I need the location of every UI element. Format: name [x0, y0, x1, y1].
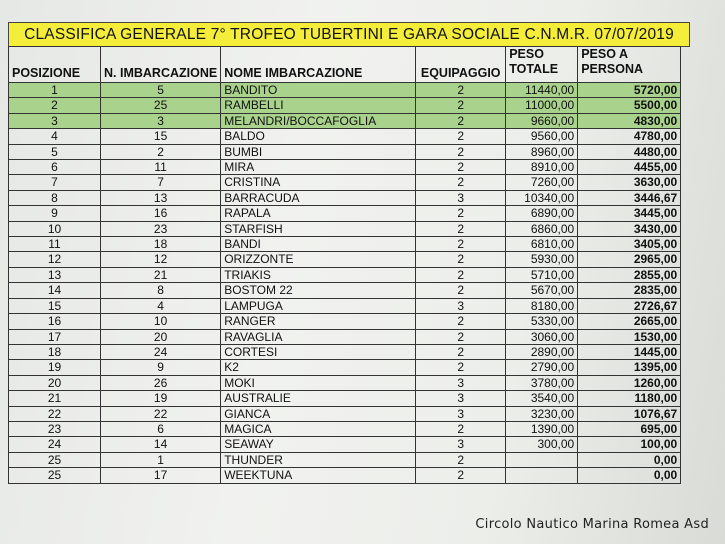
cell-n-imbarcazione: 25 — [101, 98, 221, 113]
table-row — [9, 283, 681, 298]
cell-n-imbarcazione: 23 — [101, 221, 221, 236]
cell-equipaggio: 2 — [416, 144, 506, 159]
cell-posizione: 17 — [9, 329, 101, 344]
cell-nome-imbarcazione: BARRACUDA — [221, 190, 416, 205]
cell-peso-totale: 5710,00 — [506, 267, 578, 282]
cell-peso-totale: 3230,00 — [506, 406, 578, 421]
cell-posizione: 15 — [9, 298, 101, 313]
cell-n-imbarcazione: 9 — [101, 360, 221, 375]
cell-equipaggio: 2 — [416, 344, 506, 359]
cell-n-imbarcazione: 4 — [101, 298, 221, 313]
cell-equipaggio: 2 — [416, 206, 506, 221]
table-row — [9, 329, 681, 344]
cell-nome-imbarcazione: STARFISH — [221, 221, 416, 236]
cell-peso-totale — [506, 468, 578, 483]
cell-n-imbarcazione: 26 — [101, 375, 221, 390]
cell-peso-persona: 1076,67 — [578, 406, 681, 421]
cell-peso-totale: 7260,00 — [506, 175, 578, 190]
cell-peso-totale: 2790,00 — [506, 360, 578, 375]
table-row — [9, 437, 681, 452]
cell-posizione: 8 — [9, 190, 101, 205]
cell-peso-totale: 2890,00 — [506, 344, 578, 359]
table-row — [9, 452, 681, 467]
cell-n-imbarcazione: 17 — [101, 468, 221, 483]
header-peso-persona-line2: PERSONA — [581, 62, 644, 76]
cell-nome-imbarcazione: WEEKTUNA — [221, 468, 416, 483]
table-row — [9, 160, 681, 175]
cell-peso-totale: 5330,00 — [506, 314, 578, 329]
table-row — [9, 298, 681, 313]
cell-nome-imbarcazione: GIANCA — [221, 406, 416, 421]
cell-posizione: 9 — [9, 206, 101, 221]
cell-peso-persona: 1180,00 — [578, 391, 681, 406]
cell-nome-imbarcazione: BOSTOM 22 — [221, 283, 416, 298]
table-row — [9, 237, 681, 252]
cell-nome-imbarcazione: SEAWAY — [221, 437, 416, 452]
cell-peso-persona: 5720,00 — [578, 83, 681, 98]
cell-n-imbarcazione: 14 — [101, 437, 221, 452]
cell-nome-imbarcazione: MAGICA — [221, 421, 416, 436]
table-row — [9, 344, 681, 359]
cell-peso-totale: 6860,00 — [506, 221, 578, 236]
cell-n-imbarcazione: 10 — [101, 314, 221, 329]
cell-peso-persona: 1445,00 — [578, 344, 681, 359]
table-row — [9, 375, 681, 390]
cell-nome-imbarcazione: RAMBELLI — [221, 98, 416, 113]
table-row — [9, 98, 681, 113]
table-row — [9, 267, 681, 282]
cell-peso-totale: 6890,00 — [506, 206, 578, 221]
table-row — [9, 144, 681, 159]
cell-equipaggio: 2 — [416, 452, 506, 467]
cell-n-imbarcazione: 24 — [101, 344, 221, 359]
cell-peso-persona: 1260,00 — [578, 375, 681, 390]
cell-peso-persona: 3430,00 — [578, 221, 681, 236]
cell-equipaggio: 2 — [416, 283, 506, 298]
cell-peso-totale: 9560,00 — [506, 129, 578, 144]
cell-peso-persona: 3630,00 — [578, 175, 681, 190]
cell-posizione: 22 — [9, 406, 101, 421]
cell-peso-totale: 1390,00 — [506, 421, 578, 436]
cell-nome-imbarcazione: MELANDRI/BOCCAFOGLIA — [221, 113, 416, 128]
cell-peso-totale: 9660,00 — [506, 113, 578, 128]
cell-equipaggio: 2 — [416, 314, 506, 329]
cell-nome-imbarcazione: BANDITO — [221, 83, 416, 98]
cell-nome-imbarcazione: BUMBI — [221, 144, 416, 159]
cell-peso-totale — [506, 452, 578, 467]
cell-n-imbarcazione: 8 — [101, 283, 221, 298]
table-row — [9, 221, 681, 236]
cell-nome-imbarcazione: LAMPUGA — [221, 298, 416, 313]
cell-equipaggio: 2 — [416, 252, 506, 267]
cell-posizione: 4 — [9, 129, 101, 144]
cell-peso-totale: 6810,00 — [506, 237, 578, 252]
cell-peso-persona: 3445,00 — [578, 206, 681, 221]
cell-peso-persona: 2726,67 — [578, 298, 681, 313]
cell-peso-persona: 2835,00 — [578, 283, 681, 298]
cell-n-imbarcazione: 1 — [101, 452, 221, 467]
cell-nome-imbarcazione: RANGER — [221, 314, 416, 329]
cell-peso-persona: 1395,00 — [578, 360, 681, 375]
cell-peso-persona: 1530,00 — [578, 329, 681, 344]
cell-posizione: 6 — [9, 160, 101, 175]
cell-n-imbarcazione: 19 — [101, 391, 221, 406]
cell-peso-persona: 2965,00 — [578, 252, 681, 267]
cell-peso-persona: 100,00 — [578, 437, 681, 452]
cell-nome-imbarcazione: THUNDER — [221, 452, 416, 467]
cell-equipaggio: 2 — [416, 360, 506, 375]
cell-n-imbarcazione: 7 — [101, 175, 221, 190]
cell-peso-persona: 4830,00 — [578, 113, 681, 128]
cell-nome-imbarcazione: BALDO — [221, 129, 416, 144]
cell-posizione: 25 — [9, 468, 101, 483]
cell-equipaggio: 2 — [416, 83, 506, 98]
cell-posizione: 19 — [9, 360, 101, 375]
cell-n-imbarcazione: 16 — [101, 206, 221, 221]
cell-peso-persona: 0,00 — [578, 468, 681, 483]
table-row — [9, 391, 681, 406]
header-n-imbarcazione: N. IMBARCAZIONE — [101, 47, 221, 83]
cell-peso-persona: 2855,00 — [578, 267, 681, 282]
cell-peso-persona: 4480,00 — [578, 144, 681, 159]
cell-n-imbarcazione: 5 — [101, 83, 221, 98]
cell-n-imbarcazione: 21 — [101, 267, 221, 282]
cell-peso-totale: 11440,00 — [506, 83, 578, 98]
cell-posizione: 25 — [9, 452, 101, 467]
cell-posizione: 24 — [9, 437, 101, 452]
cell-nome-imbarcazione: CORTESI — [221, 344, 416, 359]
cell-equipaggio: 3 — [416, 391, 506, 406]
cell-nome-imbarcazione: TRIAKIS — [221, 267, 416, 282]
cell-n-imbarcazione: 20 — [101, 329, 221, 344]
cell-peso-totale: 8960,00 — [506, 144, 578, 159]
cell-peso-totale: 10340,00 — [506, 190, 578, 205]
cell-peso-persona: 4455,00 — [578, 160, 681, 175]
cell-nome-imbarcazione: ORIZZONTE — [221, 252, 416, 267]
cell-posizione: 5 — [9, 144, 101, 159]
cell-nome-imbarcazione: AUSTRALIE — [221, 391, 416, 406]
table-row — [9, 129, 681, 144]
cell-peso-totale: 11000,00 — [506, 98, 578, 113]
cell-equipaggio: 3 — [416, 190, 506, 205]
cell-peso-totale: 3780,00 — [506, 375, 578, 390]
cell-n-imbarcazione: 15 — [101, 129, 221, 144]
watermark-credit: Circolo Nautico Marina Romea Asd — [475, 517, 709, 532]
header-peso-persona — [578, 47, 681, 83]
cell-equipaggio: 2 — [416, 160, 506, 175]
cell-equipaggio: 2 — [416, 267, 506, 282]
header-peso-persona-line1: PESO A — [581, 47, 628, 61]
cell-posizione: 16 — [9, 314, 101, 329]
cell-equipaggio: 2 — [416, 113, 506, 128]
cell-peso-totale: 5670,00 — [506, 283, 578, 298]
table-header-row — [9, 47, 681, 83]
page-title: CLASSIFICA GENERALE 7° TROFEO TUBERTINI E GARA SOCIALE C.N.M.R. 07/07/2019 — [8, 22, 690, 47]
table-row — [9, 175, 681, 190]
ranking-table — [8, 46, 681, 484]
cell-equipaggio: 2 — [416, 175, 506, 190]
cell-n-imbarcazione: 12 — [101, 252, 221, 267]
cell-equipaggio: 2 — [416, 98, 506, 113]
cell-posizione: 20 — [9, 375, 101, 390]
cell-peso-persona: 3405,00 — [578, 237, 681, 252]
table-row — [9, 206, 681, 221]
header-posizione: POSIZIONE — [9, 47, 101, 83]
cell-n-imbarcazione: 11 — [101, 160, 221, 175]
cell-nome-imbarcazione: BANDI — [221, 237, 416, 252]
cell-peso-persona: 4780,00 — [578, 129, 681, 144]
cell-posizione: 11 — [9, 237, 101, 252]
cell-posizione: 7 — [9, 175, 101, 190]
cell-nome-imbarcazione: RAPALA — [221, 206, 416, 221]
cell-equipaggio: 2 — [416, 468, 506, 483]
cell-nome-imbarcazione: K2 — [221, 360, 416, 375]
cell-peso-totale: 8180,00 — [506, 298, 578, 313]
cell-equipaggio: 2 — [416, 237, 506, 252]
cell-equipaggio: 3 — [416, 375, 506, 390]
cell-n-imbarcazione: 22 — [101, 406, 221, 421]
cell-posizione: 10 — [9, 221, 101, 236]
cell-posizione: 12 — [9, 252, 101, 267]
table-row — [9, 360, 681, 375]
cell-equipaggio: 2 — [416, 329, 506, 344]
cell-posizione: 3 — [9, 113, 101, 128]
cell-equipaggio: 2 — [416, 221, 506, 236]
header-equipaggio: EQUIPAGGIO — [416, 47, 506, 83]
cell-peso-persona: 2665,00 — [578, 314, 681, 329]
cell-equipaggio: 2 — [416, 421, 506, 436]
cell-posizione: 21 — [9, 391, 101, 406]
cell-peso-persona: 5500,00 — [578, 98, 681, 113]
cell-posizione: 18 — [9, 344, 101, 359]
cell-nome-imbarcazione: RAVAGLIA — [221, 329, 416, 344]
cell-nome-imbarcazione: CRISTINA — [221, 175, 416, 190]
cell-posizione: 2 — [9, 98, 101, 113]
cell-equipaggio: 3 — [416, 406, 506, 421]
cell-n-imbarcazione: 3 — [101, 113, 221, 128]
table-row — [9, 314, 681, 329]
header-peso-totale — [506, 47, 578, 83]
table-row — [9, 406, 681, 421]
cell-peso-totale: 3060,00 — [506, 329, 578, 344]
cell-peso-persona: 3446,67 — [578, 190, 681, 205]
cell-nome-imbarcazione: MIRA — [221, 160, 416, 175]
cell-n-imbarcazione: 13 — [101, 190, 221, 205]
cell-posizione: 13 — [9, 267, 101, 282]
cell-equipaggio: 3 — [416, 437, 506, 452]
cell-posizione: 1 — [9, 83, 101, 98]
cell-equipaggio: 2 — [416, 129, 506, 144]
cell-posizione: 14 — [9, 283, 101, 298]
cell-posizione: 23 — [9, 421, 101, 436]
table-row — [9, 83, 681, 98]
cell-n-imbarcazione: 18 — [101, 237, 221, 252]
table-body — [9, 83, 681, 484]
cell-peso-persona: 0,00 — [578, 452, 681, 467]
cell-peso-totale: 5930,00 — [506, 252, 578, 267]
cell-peso-totale: 3540,00 — [506, 391, 578, 406]
cell-peso-totale: 8910,00 — [506, 160, 578, 175]
header-peso-totale-line1: PESO — [509, 47, 544, 61]
cell-peso-totale: 300,00 — [506, 437, 578, 452]
cell-n-imbarcazione: 2 — [101, 144, 221, 159]
table-row — [9, 468, 681, 483]
table-row — [9, 190, 681, 205]
cell-n-imbarcazione: 6 — [101, 421, 221, 436]
header-nome-imbarcazione: NOME IMBARCAZIONE — [221, 47, 416, 83]
cell-peso-persona: 695,00 — [578, 421, 681, 436]
table-row — [9, 113, 681, 128]
table-row — [9, 421, 681, 436]
table-row — [9, 252, 681, 267]
header-peso-totale-line2: TOTALE — [509, 62, 559, 76]
cell-nome-imbarcazione: MOKI — [221, 375, 416, 390]
cell-equipaggio: 3 — [416, 298, 506, 313]
